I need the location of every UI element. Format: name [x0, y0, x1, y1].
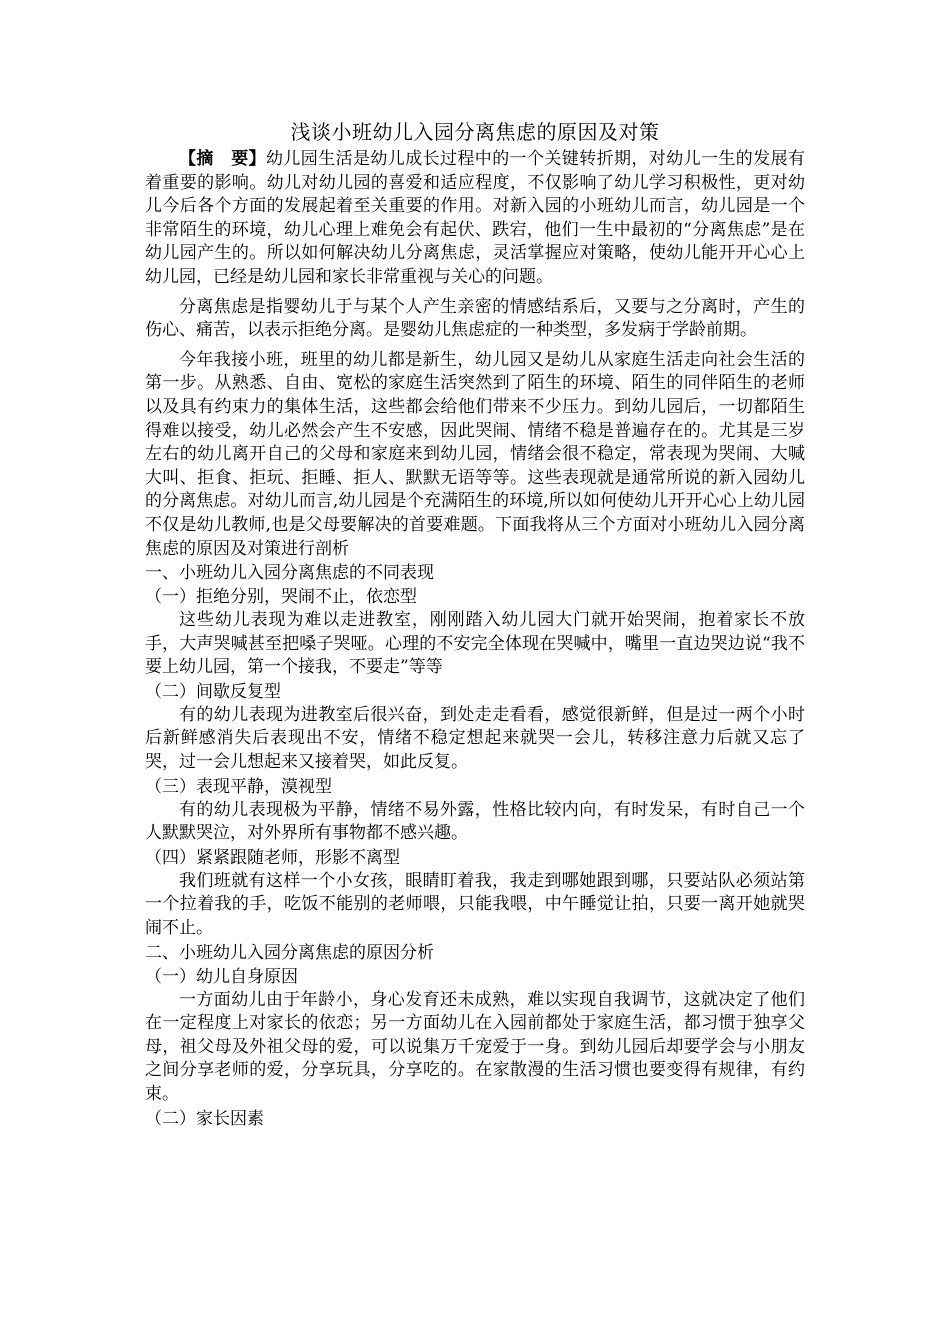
section1-item2-text: 有的幼儿表现为进教室后很兴奋，到处走走看看，感觉很新鲜，但是过一两个小时后新鲜感消失后表现出不安，情绪不稳定想起来就哭一会儿，转移注意力后就又忘了哭，过一会儿想起来又接着哭，如此反复。: [145, 704, 805, 773]
definition-paragraph: 分离焦虑是指婴幼儿于与某个人产生亲密的情感结系后，又要与之分离时，产生的伤心、痛苦，以表示拒绝分离。是婴幼儿焦虑症的一种类型，多发病于学龄前期。: [145, 296, 805, 341]
section2-heading: 二、小班幼儿入园分离焦虑的原因分析: [145, 942, 434, 963]
section1-item4-text: 我们班就有这样一个小女孩，眼睛盯着我，我走到哪她跟到哪，只要站队必须站第一个拉着我的手，吃饭不能别的老师喂，只能我喂，中午睡觉让拍，只要一离开她就哭闹不止。: [145, 870, 805, 939]
section1-item2-title: （二）间歇反复型: [145, 681, 281, 702]
abstract-text: 幼儿园生活是幼儿成长过程中的一个关键转折期，对幼儿一生的发展有着重要的影响。幼儿对幼儿园的喜爱和适应程度，不仅影响了幼儿学习积极性，更对幼儿今后各个方面的发展起着至关重要的作用。对新入园的小班幼儿而言，幼儿园是一个非常陌生的环境，幼儿心理上难免会有起伏、跌宕，他们一生中最初的“分离焦虑”是在幼儿园产生的。所以如何解决幼儿分离焦虑，灵活掌握应对策略，使幼儿能开开心心上幼儿园，已经是幼儿园和家长非常重视与关心的问题。: [145, 149, 805, 287]
section1-heading: 一、小班幼儿入园分离焦虑的不同表现: [145, 563, 434, 584]
document-title: 浅谈小班幼儿入园分离焦虑的原因及对策: [290, 120, 660, 144]
intro-paragraph: 今年我接小班，班里的幼儿都是新生，幼儿园又是幼儿从家庭生活走向社会生活的第一步。从熟悉、自由、宽松的家庭生活突然到了陌生的环境、陌生的同伴陌生的老师以及具有约束力的集体生活，这些都会给他们带来不少压力。到幼儿园后，一切都陌生得难以接受，幼儿必然会产生不安感，因此哭闹、情绪不稳是普遍存在的。尤其是三岁左右的幼儿离开自己的父母和家庭来到幼儿园，情绪会很不稳定，常表现为哭闹、大喊大叫、拒食、拒玩、拒睡、拒人、默默无语等等。这些表现就是通常所说的新入园幼儿的分离焦虑。对幼儿而言,幼儿园是个充满陌生的环境,所以如何使幼儿开开心心上幼儿园不仅是幼儿教师,也是父母要解决的首要难题。下面我将从三个方面对小班幼儿入园分离焦虑的原因及对策进行剖析: [145, 349, 805, 559]
section1-item4-title: （四）紧紧跟随老师，形影不离型: [145, 847, 400, 868]
section1-item1-text: 这些幼儿表现为难以走进教室，刚刚踏入幼儿园大门就开始哭闹，抱着家长不放手，大声哭喊甚至把嗓子哭哑。心理的不安完全体现在哭喊中，嘴里一直边哭边说“我不要上幼儿园，第一个接我，不要走”等等: [145, 610, 805, 678]
section2-item1-text: 一方面幼儿由于年龄小，身心发育还未成熟，难以实现自我调节，这就决定了他们在一定程度上对家长的依恋；另一方面幼儿在入园前都处于家庭生活，都习惯于独享父母，祖父母及外祖父母的爱，可以说集万千宠爱于一身。到幼儿园后却要学会与小朋友之间分享老师的爱，分享玩具，分享吃的。在家散漫的生活习惯也要变得有规律，有约束。: [145, 989, 805, 1104]
section2-item1-title: （一）幼儿自身原因: [145, 966, 298, 987]
abstract-paragraph: [145, 148, 805, 290]
abstract-label: 【摘 要】: [179, 149, 266, 169]
section2-item2-title: （二）家长因素: [145, 1108, 264, 1129]
section1-item1-title: （一）拒绝分别，哭闹不止，依恋型: [145, 587, 417, 608]
document-page: [145, 118, 805, 1131]
section1-item3-text: 有的幼儿表现极为平静，情绪不易外露，性格比较内向，有时发呆，有时自己一个人默默哭泣，对外界所有事物都不感兴趣。: [145, 799, 805, 844]
section1-item3-title: （三）表现平静，漠视型: [145, 776, 332, 797]
